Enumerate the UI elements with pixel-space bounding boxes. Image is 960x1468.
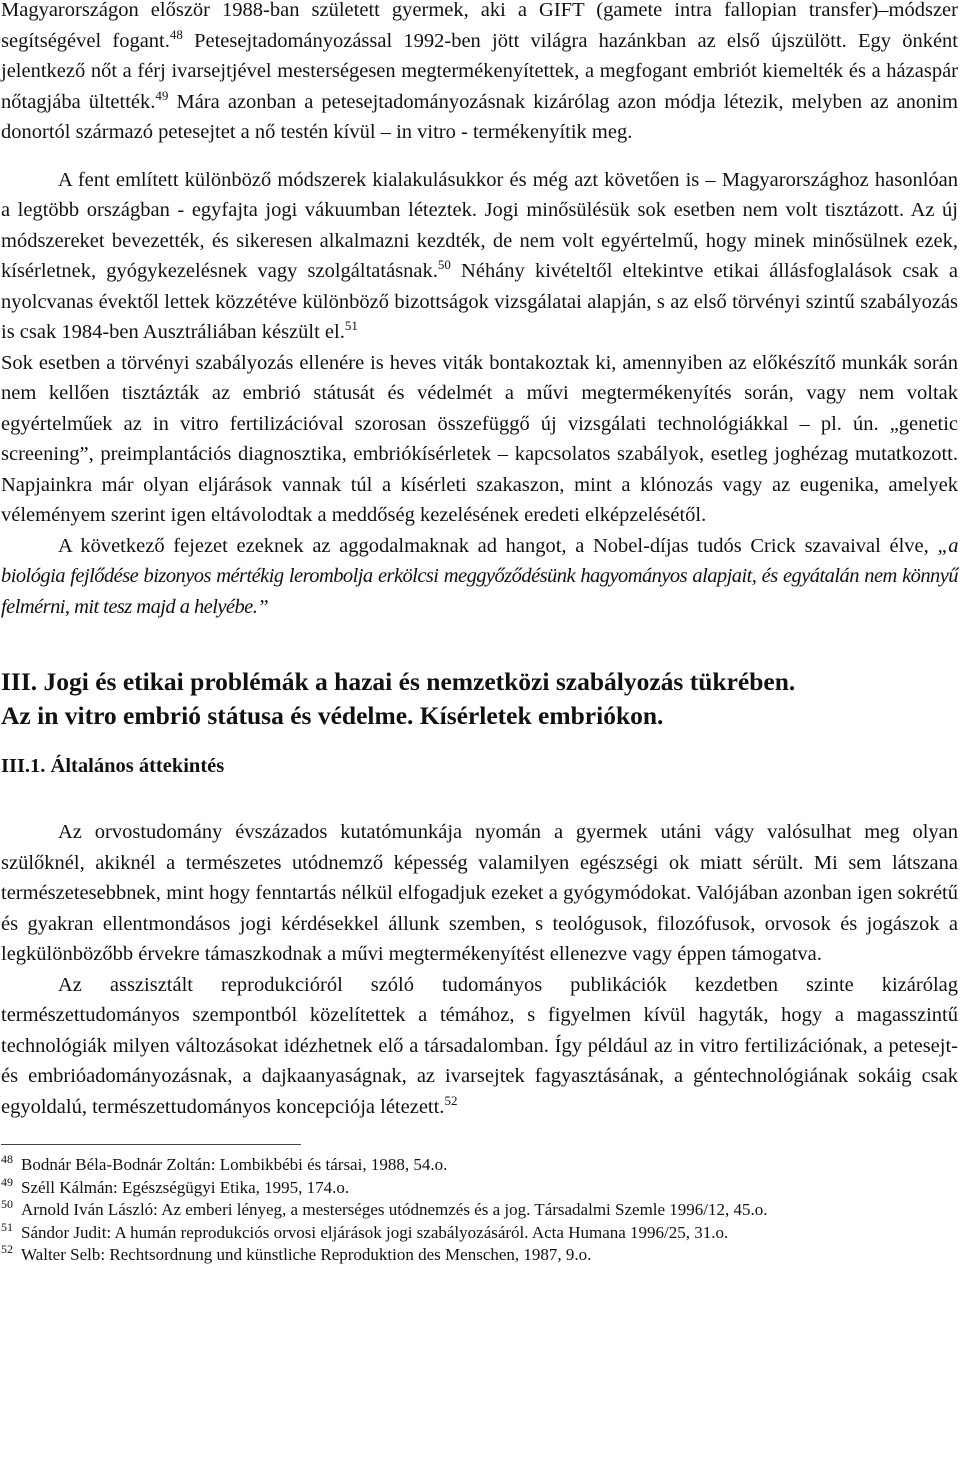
paragraph-gift-method <box>1 0 958 148</box>
footnote-number: 48 <box>1 1152 13 1166</box>
footnote-number: 49 <box>1 1174 13 1189</box>
footnote-divider <box>1 1144 301 1145</box>
footnote-text: Sándor Judit: A humán reprodukciós orvosi eljárások jogi szabályozásáról. Acta Humana 1996/25, 31.o. <box>21 1222 729 1242</box>
section-title: III.1. Általános áttekintés <box>1 755 225 777</box>
chapter-title <box>1 665 958 733</box>
footnote-number: 52 <box>1 1242 13 1256</box>
paragraph-legal-vacuum <box>1 165 958 348</box>
paragraph-crick-quote <box>1 531 958 623</box>
paragraph-text: A következő fejezet ezeknek az aggodalmaknak ad hangot, a Nobel-díjas tudós Crick szavaival élve, <box>58 534 938 557</box>
paragraph-text: Néhány kivételtől eltekintve etikai állásfoglalások csak a nyolcvanas évektől lettek közzétéve különböző bizottságok vizsgálatai alapján, s az első törvényi szintű szabályozás is csak 1984-ben Ausztráliában készült el. <box>1 260 959 343</box>
footnote-text: Bodnár Béla-Bodnár Zoltán: Lombikbébi és társai, 1988, 54.o. <box>21 1155 448 1174</box>
footnote-item <box>1 1154 958 1177</box>
footnote-text: Széll Kálmán: Egészségügyi Etika, 1995, 174.o. <box>21 1177 350 1197</box>
chapter-title-line-1: III. Jogi és etikai problémák a hazai és nemzetközi szabályozás tükrében. <box>1 667 796 696</box>
footnote-text: Walter Selb: Rechtsordnung und künstliche Reproduktion des Menschen, 1987, 9.o. <box>21 1245 592 1264</box>
crick-quote: „a biológia fejlődése bizonyos mértékig lerombolja erkölcsi meggyőződésünk hagyományos alapjait, és egyátalán nem könnyű felmérni, mit tesz majd a helyébe.” <box>1 534 958 618</box>
paragraph-assisted-reproduction <box>1 970 958 1123</box>
paragraph-text: A fent említett különböző módszerek kialakulásukkor és még azt követően is – Magyarországhoz hasonlóan a legtöbb országban - egyfajta jogi vákuumban léteztek. Jogi minősülésük sok esetben nem volt tisztázott. Az új módszereket bevezették, és sikeresen alkalmazni kezdték, de nem volt egyértelmű, hogy minek minősülnek ezek, kísérletnek, gyógykezelésnek vagy szolgáltatásnak. <box>1 168 958 282</box>
paragraph-overview: Az orvostudomány évszázados kutatómunkája nyomán a gyermek utáni vágy valósulhat meg olyan szülőknél, akiknél a természetes utódnemző képesség valamilyen egészségi ok miatt sérült. Mi sem látszana természetesebbnek, mint hogy fenntartás nélkül elfogadjuk ezeket a gyógymódokat. Valójában azonban igen sokrétű és gyakran ellentmondásos jogi kérdésekkel állunk szemben, s teológusok, filozófusok, orvosok és jogászok a legkülönbözőbb érvekre támaszkodnak a művi megtermékenyítést ellenezve vagy éppen támogatva. <box>1 821 958 965</box>
footnote-item <box>1 1199 958 1222</box>
footnote-ref-51[interactable]: 51 <box>344 318 358 333</box>
chapter-title-line-2: Az in vitro embrió státusa és védelme. Kísérletek embriókon. <box>1 701 664 730</box>
paragraph-text: Mára azonban a petesejtadományozásnak kizárólag azon módja létezik, melyben az anonim donortól származó petesejtet a nő testén kívül – in vitro - termékenyítik meg. <box>1 90 958 143</box>
paragraph-text: Magyarországon először 1988-ban született gyermek, aki a GIFT (gamete intra fallopian transfer)–módszer segítségével fogant. <box>1 0 958 52</box>
footnote-ref-52[interactable]: 52 <box>444 1092 458 1108</box>
footnote-item <box>1 1174 958 1200</box>
footnote-list <box>1 1154 958 1267</box>
footnote-ref-49[interactable]: 49 <box>155 87 169 103</box>
footnote-number: 50 <box>1 1197 13 1211</box>
footnote-item <box>1 1219 958 1245</box>
paragraph-text: Petesejtadományozással 1992-ben jött világra hazánkban az első újszülött. Egy önként jelentkező nőt a férj ivarsejtjével mesterségesen megtermékenyítettek, a megfogant embriót kiemelték és a házaspár nőtagjába ültették. <box>1 29 959 113</box>
footnote-ref-50[interactable]: 50 <box>437 257 451 272</box>
footnote-item <box>1 1244 958 1267</box>
footnote-text: Arnold Iván László: Az emberi lényeg, a mesterséges utódnemzés és a jog. Társadalmi Szemle 1996/12, 45.o. <box>21 1200 768 1219</box>
footnote-ref-48[interactable]: 48 <box>169 26 183 42</box>
paragraph-debates: Sok esetben a törvényi szabályozás ellenére is heves viták bontakoztak ki, amennyiben az előkészítő munkák során nem kellően tisztázták az embrió státusát és védelmét a művi megtermékenyítés során, vagy nem voltak egyértelműek az in vitro fertilizációval szorosan összefüggő új vizsgálati technológiákkal – pl. ún. „genetic screening”, preimplantációs diagnosztika, embriókísérletek – kapcsolatos szabályok, esetleg joghézag mutatkozott. Napjainkra már olyan eljárások vannak túl a kísérleti szakaszon, mint a klónozás vagy az eugenika, amelyek véleményem szerint igen eltávolodtak a meddőség kezelésének eredeti elképzelésétől. <box>1 351 958 526</box>
paragraph-text: Az asszisztált reprodukcióról szóló tudományos publikációk kezdetben szinte kizárólag természettudományos szempontból közelítettek a témához, s figyelmen kívül hagyták, hogy a magasszintű technológiák milyen változásokat idézhetnek elő a társadalomban. Így például az in vitro fertilizációnak, a petesejt- és embrióadományozásnak, a dajkaanyaságnak, az ivarsejtek fagyasztásának, a géntechnológiának sokáig csak egyoldalú, természettudományos koncepciója létezett. <box>1 973 958 1118</box>
footnote-number: 51 <box>1 1219 13 1234</box>
